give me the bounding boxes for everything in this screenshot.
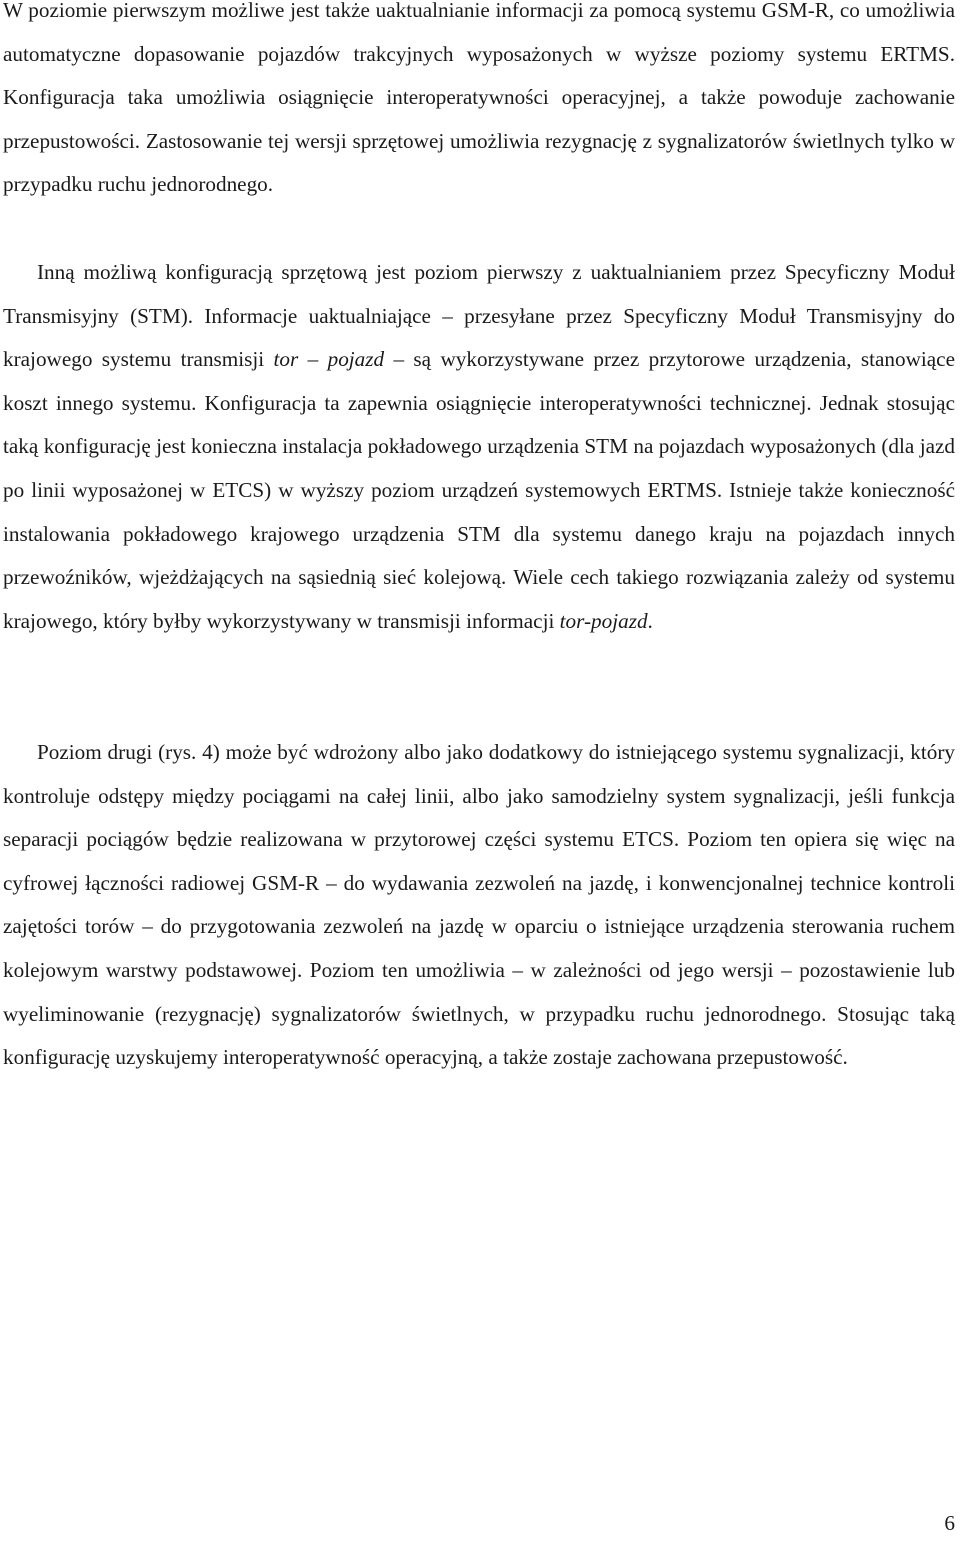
paragraph-3-text: Poziom drugi (rys. 4) może być wdrożony albo jako dodatkowy do istniejącego systemu sygnalizacji, który kontroluje odstępy między pociągami na całej linii, albo jako samodzielny system sygnalizacji, jeśli funkcja separacji pociągów będzie realizowana w przytorowej części systemu ETCS. Poziom ten opiera się więc na cyfrowej łączności radiowej GSM-R – do wydawania zezwoleń na jazdę, i konwencjonalnej technice kontroli zajętości torów – do przygotowania zezwoleń na jazdę w oparciu o istniejące urządzenia sterowania ruchem kolejowym warstwy podstawowej. Poziom ten umożliwia – w zależności od jego wersji – pozostawienie lub wyeliminowanie (rezygnację) sygnalizatorów świetlnych, w przypadku ruchu jednorodnego. Stosując taką konfigurację uzyskujemy interoperatywność operacyjną, a także zostaje zachowana przepustowość.	[3, 740, 955, 1070]
page-number: 6	[944, 1511, 955, 1535]
paragraph-2-text-a: Inną możliwą konfiguracją sprzętową jest poziom pierwszy z uaktualnianiem przez Specyficzny Moduł Transmisyjny (STM). Informacje uaktualniające – przesyłane przez Specyficzny Moduł Transmisyjny do krajowego systemu transmisji	[3, 260, 955, 372]
paragraph-1	[3, 0, 955, 207]
paragraph-2-italic-term-b: tor-pojazd	[559, 608, 648, 633]
paragraph-2	[3, 251, 955, 643]
paragraph-2-text-c: .	[647, 608, 653, 633]
paragraph-3	[3, 731, 955, 1080]
paragraph-2-text-b: – są wykorzystywane przez przytorowe urządzenia, stanowiące koszt innego systemu. Konfiguracja ta zapewnia osiągnięcie interoperatywności technicznej. Jednak stosując taką konfigurację jest konieczna instalacja pokładowego urządzenia STM na pojazdach wyposażonych (dla jazd po linii wyposażonej w ETCS) w wyższy poziom urządzeń systemowych ERTMS. Istnieje także konieczność instalowania pokładowego krajowego urządzenia STM dla systemu danego kraju na pojazdach innych przewoźników, wjeżdżających na sąsiednią sieć kolejową. Wiele cech takiego rozwiązania zależy od systemu krajowego, który byłby wykorzystywany w transmisji informacji	[3, 347, 955, 633]
paragraph-2-italic-term-a: tor – pojazd	[273, 347, 385, 372]
paragraph-1-text: W poziomie pierwszym możliwe jest także uaktualnianie informacji za pomocą systemu GSM-R, co umożliwia automatyczne dopasowanie pojazdów trakcyjnych wyposażonych w wyższe poziomy systemu ERTMS. Konfiguracja taka umożliwia osiągnięcie interoperatywności operacyjnej, a także powoduje zachowanie przepustowości. Zastosowanie tej wersji sprzętowej umożliwia rezygnację z sygnalizatorów świetlnych tylko w przypadku ruchu jednorodnego.	[3, 0, 955, 197]
